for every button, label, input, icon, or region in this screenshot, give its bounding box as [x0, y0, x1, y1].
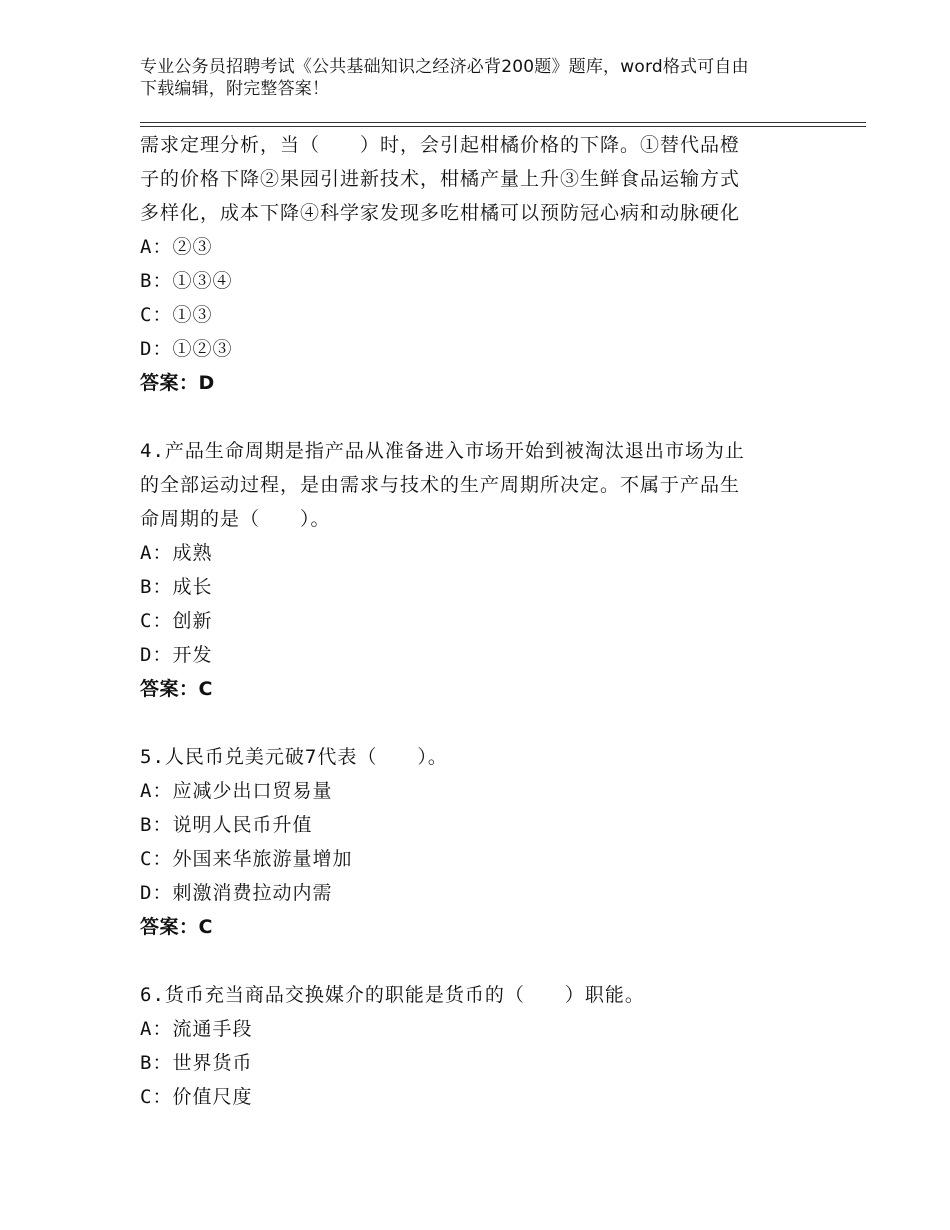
answer: 答案：C [140, 678, 213, 700]
question-stem-line: 4.产品生命周期是指产品从准备进入市场开始到被淘汰退出市场为止 [140, 440, 745, 462]
option-c: C：价值尺度 [140, 1086, 253, 1108]
answer: 答案：D [140, 372, 215, 394]
option-b: B：说明人民币升值 [140, 814, 313, 836]
option-b: B：①③④ [140, 270, 233, 292]
header-line-2: 下载编辑，附完整答案！ [140, 79, 330, 99]
option-a: A：②③ [140, 236, 213, 258]
option-d: D：①②③ [140, 338, 233, 360]
question-4 [140, 434, 820, 706]
header-divider-bottom [140, 126, 866, 127]
question-stem-line: 多样化，成本下降④科学家发现多吃柑橘可以预防冠心病和动脉硬化 [140, 202, 741, 224]
question-stem-line: 6.货币充当商品交换媒介的职能是货币的（ ）职能。 [140, 984, 645, 1006]
question-stem-line: 需求定理分析，当（ ）时，会引起柑橘价格的下降。①替代品橙 [140, 134, 741, 156]
question-stem-line: 的全部运动过程，是由需求与技术的生产周期所决定。不属于产品生 [140, 474, 741, 496]
option-d: D：刺激消费拉动内需 [140, 882, 333, 904]
option-d: D：开发 [140, 644, 213, 666]
question-6 [140, 978, 820, 1114]
question-3 [140, 128, 820, 400]
option-a: A：成熟 [140, 542, 213, 564]
header-line-1: 专业公务员招聘考试《公共基础知识之经济必背200题》题库，word格式可自由 [140, 57, 749, 77]
header-divider-top [140, 122, 866, 123]
answer: 答案：C [140, 916, 213, 938]
option-c: C：创新 [140, 610, 213, 632]
question-5 [140, 740, 820, 944]
option-a: A：应减少出口贸易量 [140, 780, 333, 802]
spacer [140, 400, 820, 434]
spacer [140, 944, 820, 978]
option-b: B：世界货币 [140, 1052, 253, 1074]
option-a: A：流通手段 [140, 1018, 253, 1040]
question-list [140, 128, 820, 1114]
option-b: B：成长 [140, 576, 213, 598]
question-stem-line: 命周期的是（ ）。 [140, 508, 331, 530]
question-stem-line: 5.人民币兑美元破7代表（ ）。 [140, 746, 448, 768]
spacer [140, 706, 820, 740]
option-c: C：外国来华旅游量增加 [140, 848, 353, 870]
document-header [140, 56, 820, 100]
question-stem-line: 子的价格下降②果园引进新技术，柑橘产量上升③生鲜食品运输方式 [140, 168, 741, 190]
option-c: C：①③ [140, 304, 213, 326]
